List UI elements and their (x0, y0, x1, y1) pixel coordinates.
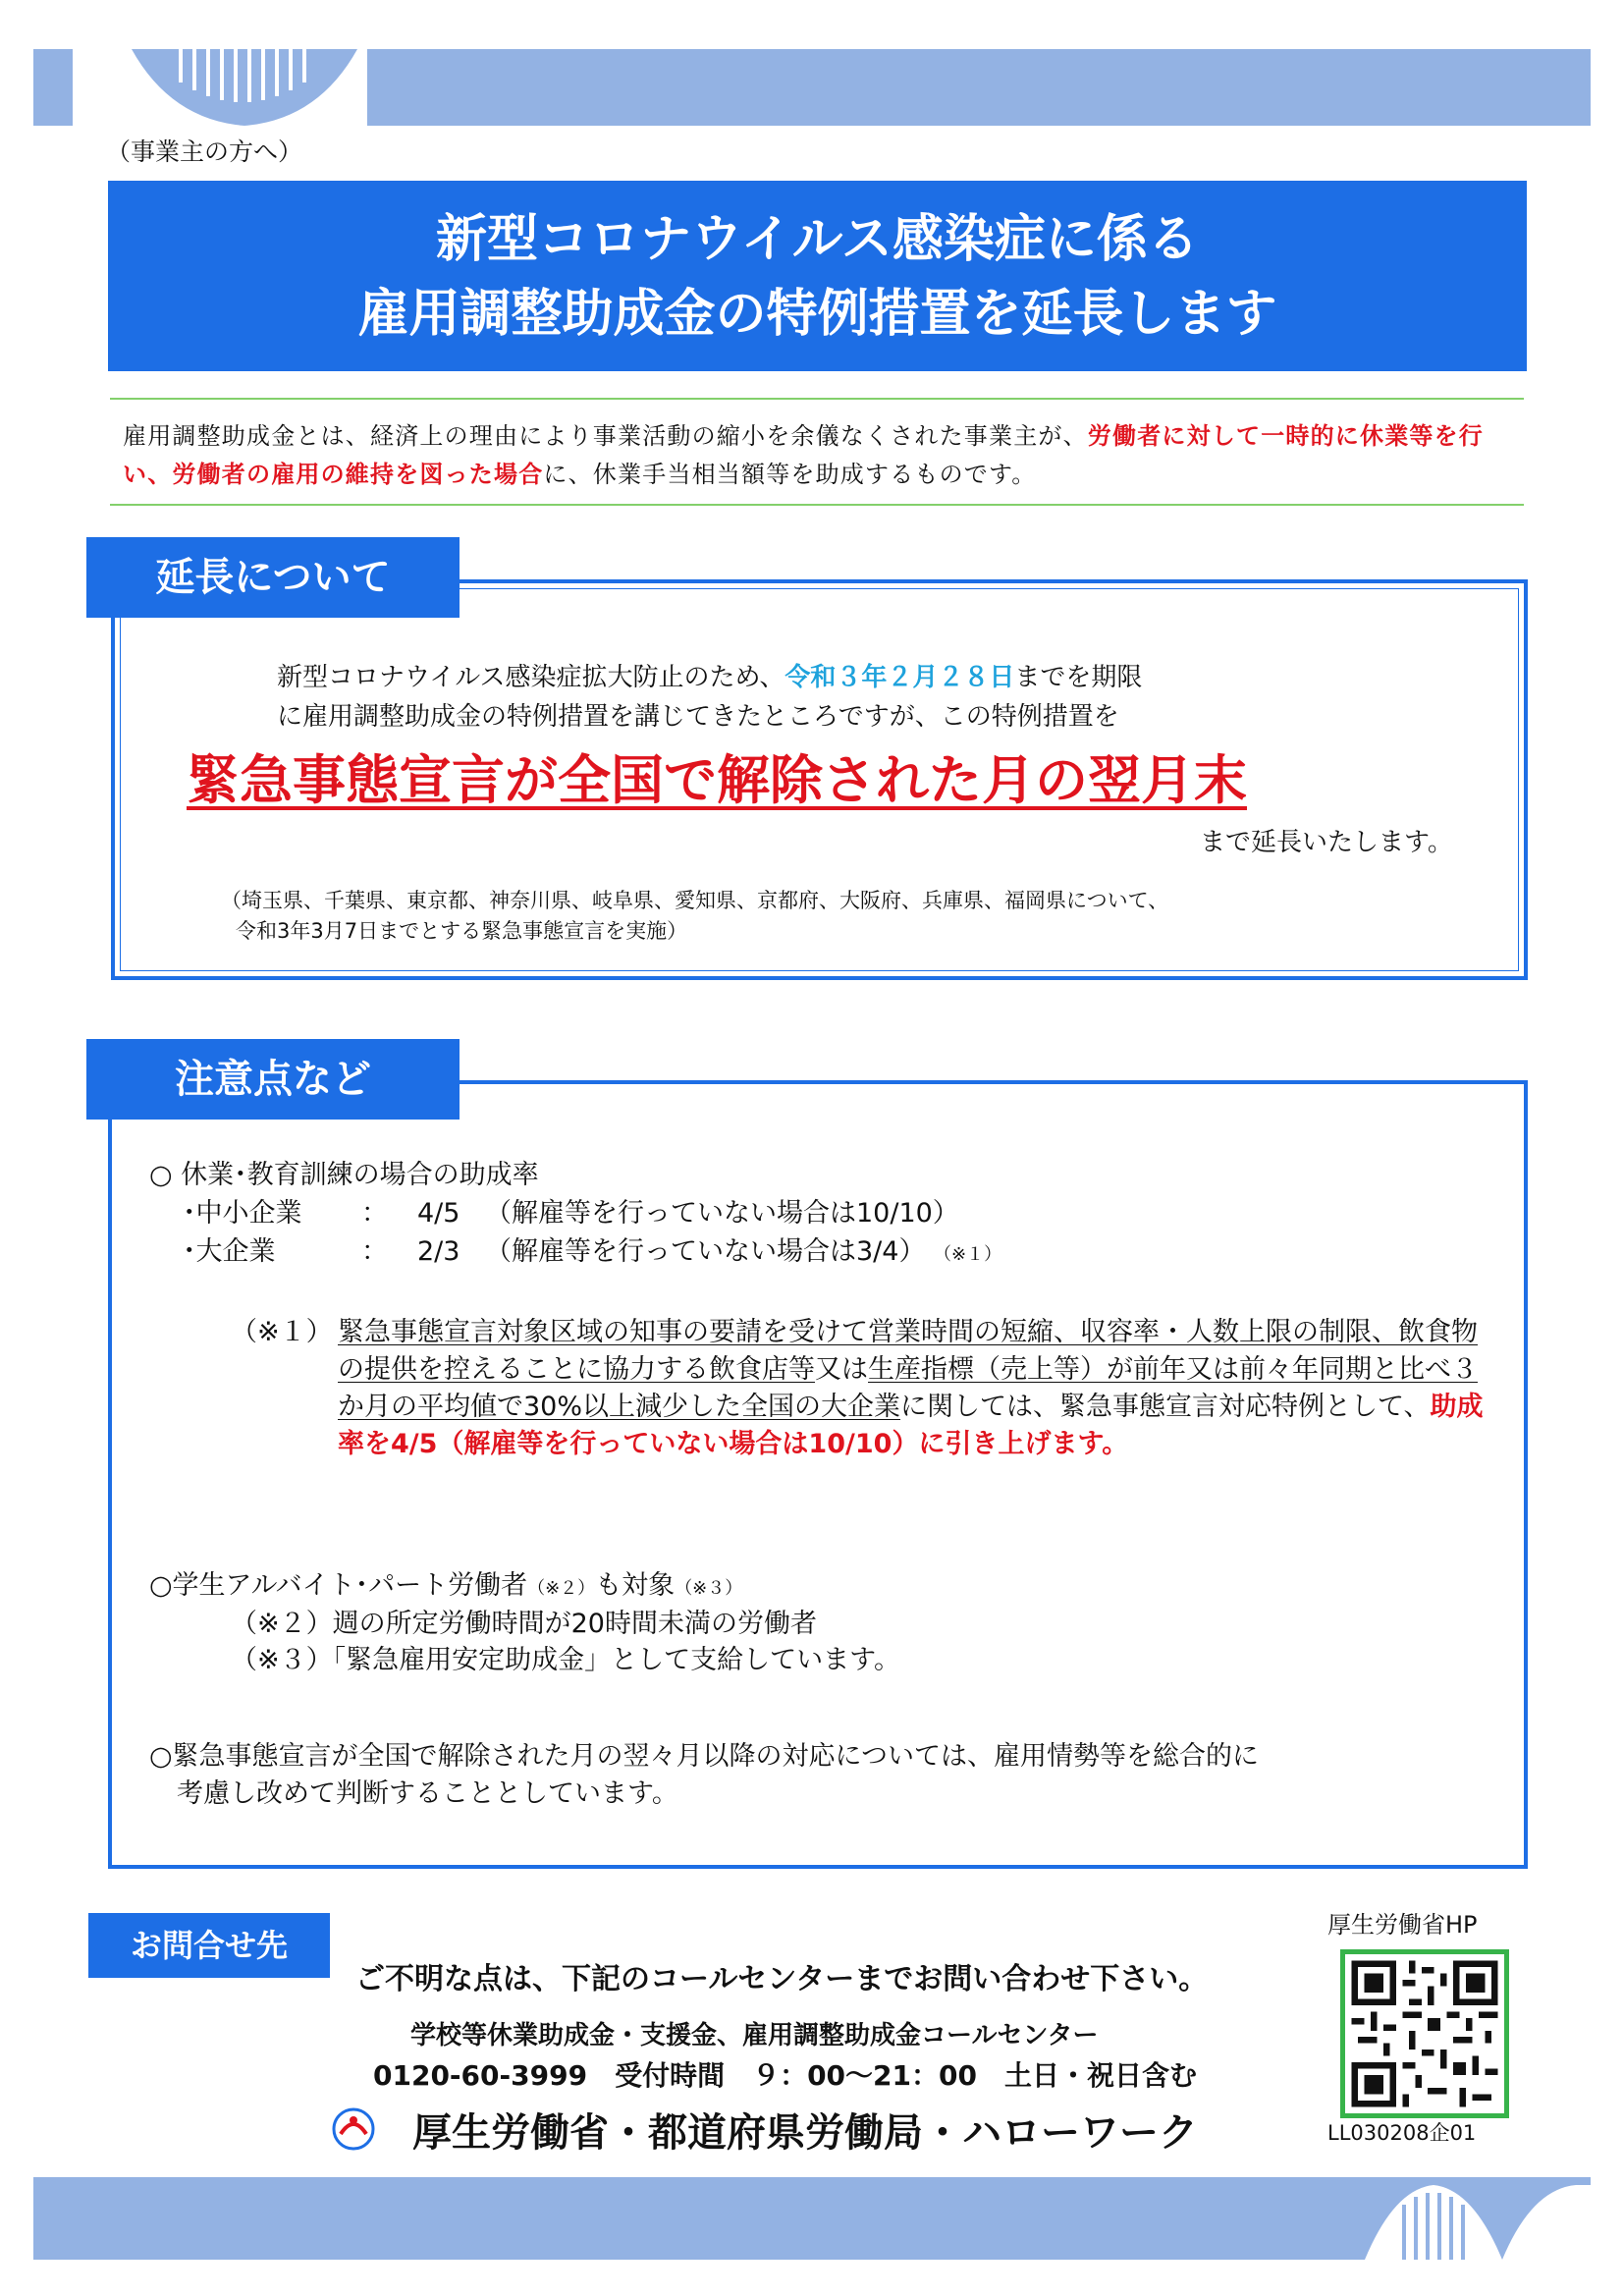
note-3: （※３）「緊急雇用安定助成金」として支給しています。 (231, 1645, 900, 1675)
student-heading (149, 1567, 742, 1608)
rate-heading: ○ 休業･教育訓練の場合の助成率 (149, 1160, 539, 1190)
large-detail (485, 1233, 1001, 1274)
future-line-2: 考慮し改めて判断することとしています。 (177, 1778, 678, 1809)
ministry-name: 厚生労働省・都道府県労働局・ハローワーク (412, 2110, 1198, 2156)
note-1-mark: （※１） (231, 1317, 333, 1347)
sme-detail: （解雇等を行っていない場合は10/10） (485, 1198, 959, 1229)
call-center-hours: 0120-60-3999 受付時間 ９：00～21：00 土日・祝日含む (373, 2059, 1197, 2092)
extension-note-1: （埼玉県、千葉県、東京都、神奈川県、岐阜県、愛知県、京都府、大阪府、兵庫県、福岡県について、 (221, 889, 1169, 912)
extension-line-1a: 新型コロナウイルス感染症拡大防止のため、 (277, 663, 785, 692)
qr-caption: 厚生労働省HP (1327, 1911, 1478, 1939)
audience-label: （事業主の方へ） (106, 137, 303, 166)
document-code: LL030208企01 (1327, 2121, 1477, 2145)
large-label: ･大企業 (183, 1236, 276, 1267)
call-center-name: 学校等休業助成金・支援金、雇用調整助成金コールセンター (410, 2021, 1099, 2050)
sme-label: ･中小企業 (183, 1198, 302, 1229)
student-ref-3: （※３） (675, 1578, 743, 1599)
notes-tab: 注意点など (86, 1039, 460, 1120)
arches-icon (1365, 2177, 1591, 2260)
student-mid: も対象 (595, 1570, 676, 1601)
title-line-2: 雇用調整助成金の特例措置を延長します (357, 285, 1277, 344)
contact-tab: お問合せ先 (88, 1913, 330, 1978)
note-1-emphasis: 助成率を4/5（解雇等を行っていない場合は10/10）に引き上げます。 (338, 1392, 1484, 1459)
extension-line-1b: までを期限 (1014, 663, 1143, 692)
intro-emphasis: 労働者に対して一時的に休業等を行い、労働者の雇用の維持を図った場合 (123, 422, 1484, 488)
student-heading-text: ○学生アルバイト･パート労働者 (149, 1570, 528, 1601)
note-2: （※２）週の所定労働時間が20時間未満の労働者 (231, 1609, 817, 1639)
large-colon: ： (361, 1236, 388, 1267)
note-1-body (338, 1314, 1487, 1463)
intro-paragraph (123, 417, 1517, 494)
extension-note-2: 令和3年3月7日までとする緊急事態宣言を実施） (236, 919, 688, 943)
mhlw-logo-icon (329, 2105, 378, 2154)
intro-bottom-rule (110, 504, 1524, 506)
bottom-decorative-band (33, 2177, 1591, 2260)
intro-text-1: 雇用調整助成金とは、経済上の理由により事業活動の縮小を余儀なくされた事業主が、 (123, 422, 1088, 450)
note-1-connector: 又は (815, 1354, 868, 1385)
arches-icon (73, 49, 367, 126)
deadline-date: 令和３年２月２８日 (784, 663, 1015, 692)
contact-lead: ご不明な点は、下記のコールセンターまでお問い合わせ下さい。 (355, 1962, 1209, 1996)
sme-colon: ： (361, 1198, 388, 1229)
qr-code-icon[interactable] (1340, 1949, 1509, 2118)
large-rate: 2/3 (417, 1236, 460, 1267)
extension-highlight: 緊急事態宣言が全国で解除された月の翌月末 (187, 749, 1247, 811)
extension-line-1 (277, 658, 1142, 697)
student-ref-2: （※２） (527, 1578, 596, 1599)
note-1-underline-2: 生産指標（売上等）が前年又は前々年同期と比べ３か月の平均値で30%以上減少した全国の大企業 (338, 1354, 1478, 1422)
title-line-1: 新型コロナウイルス感染症に係る (436, 210, 1199, 269)
intro-text-2: に、休業手当相当額等を助成するものです。 (543, 461, 1037, 488)
sme-rate: 4/5 (417, 1198, 460, 1229)
page-title (108, 181, 1527, 371)
extension-tab: 延長について (86, 537, 460, 618)
note-1-underline-1: 緊急事態宣言対象区域の知事の要請を受けて営業時間の短縮、収容率・人数上限の制限、飲食物の提供を控えることに協力する飲食店等 (338, 1317, 1478, 1385)
extension-line-3: まで延長いたします。 (1200, 828, 1453, 857)
top-decorative-band (33, 49, 1591, 126)
future-line-1: ○緊急事態宣言が全国で解除された月の翌々月以降の対応については、雇用情勢等を総合的に (149, 1741, 1260, 1772)
large-detail-text: （解雇等を行っていない場合は3/4） (485, 1236, 926, 1267)
intro-top-rule (110, 398, 1524, 400)
extension-line-2: に雇用調整助成金の特例措置を講じてきたところですが、この特例措置を (277, 702, 1119, 732)
note-1-plain: に関しては、緊急事態宣言対応特例として、 (900, 1392, 1431, 1422)
large-ref: （※１） (934, 1244, 1002, 1265)
